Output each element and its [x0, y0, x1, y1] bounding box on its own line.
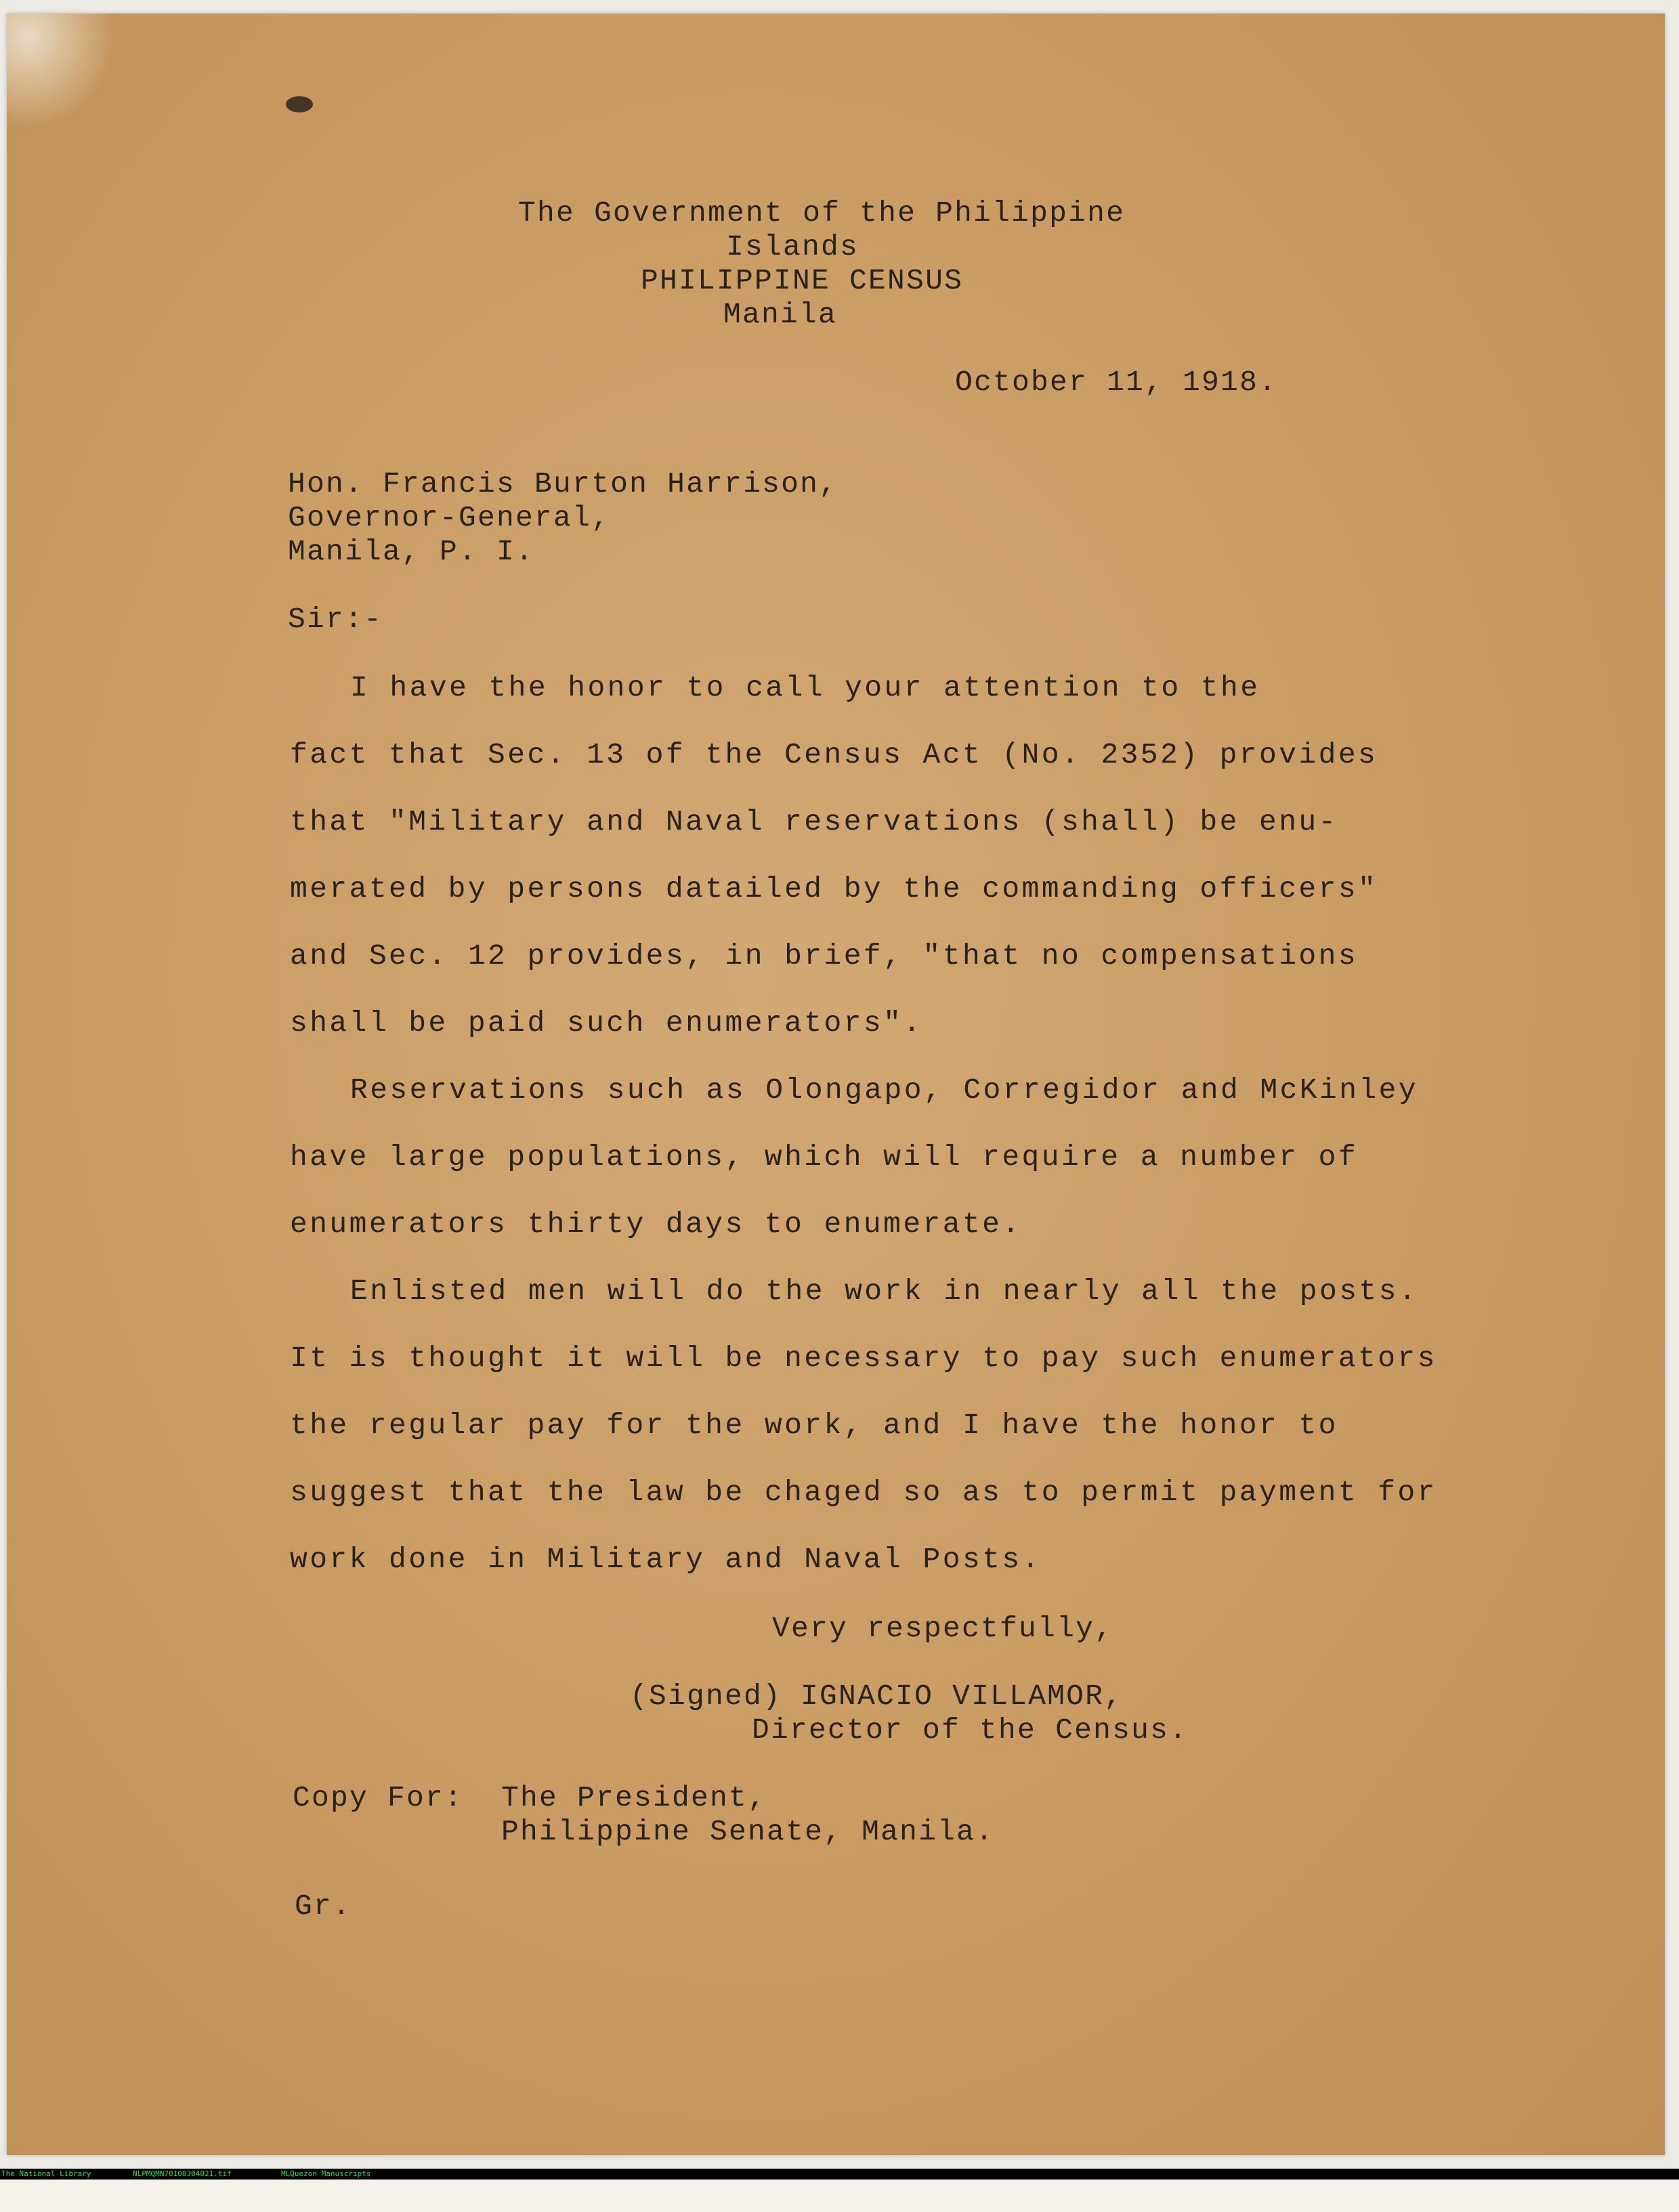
body-line: merated by persons datailed by the commanding officers"	[290, 872, 1378, 906]
archive-footer	[0, 2169, 1679, 2179]
letterhead-line-1: The Government of the Philippine	[518, 196, 1126, 230]
body-line: I have the honor to call your attention to the	[350, 671, 1260, 704]
typist-initials: Gr.	[295, 1890, 352, 1923]
signature-name: (Signed) IGNACIO VILLAMOR,	[630, 1680, 1124, 1713]
recipient-title: Governor-General,	[288, 501, 611, 534]
footer-collection: MLQuezon Manuscripts	[281, 2169, 371, 2178]
signature-title: Director of the Census.	[752, 1714, 1189, 1747]
body-line: fact that Sec. 13 of the Census Act (No. 2352) provides	[290, 738, 1378, 771]
copy-for-line-1: The President,	[501, 1781, 767, 1814]
letter-sheet	[7, 14, 1665, 2155]
body-line: that "Military and Naval reservations (shall) be enu-	[290, 805, 1338, 838]
letterhead-line-4: Manila	[723, 298, 838, 331]
closing: Very respectfully,	[772, 1612, 1114, 1645]
body-line: Enlisted men will do the work in nearly all the posts.	[350, 1275, 1419, 1308]
body-line: suggest that the law be chaged so as to permit payment for	[290, 1476, 1437, 1509]
recipient-address: Manila, P. I.	[288, 535, 535, 568]
copy-for-label: Copy For:	[293, 1781, 464, 1814]
body-line: have large populations, which will require a number of	[290, 1141, 1359, 1174]
letterhead-line-2: Islands	[726, 230, 859, 263]
footer-library: The National Library	[1, 2169, 91, 2178]
letterhead-line-3: PHILIPPINE CENSUS	[641, 264, 964, 297]
footer-file: NLPMQMN70100304021.tif	[133, 2169, 232, 2178]
body-line: shall be paid such enumerators".	[290, 1006, 923, 1040]
copy-for-line-2: Philippine Senate, Manila.	[501, 1815, 995, 1848]
body-line: enumerators thirty days to enumerate.	[290, 1208, 1022, 1241]
body-line: It is thought it will be necessary to pay such enumerators	[290, 1342, 1437, 1375]
paper-wear	[7, 14, 115, 129]
ink-smudge	[286, 96, 313, 112]
body-line: work done in Military and Naval Posts.	[290, 1543, 1042, 1576]
body-line: the regular pay for the work, and I have the honor to	[290, 1409, 1338, 1442]
recipient-name: Hon. Francis Burton Harrison,	[288, 467, 838, 501]
body-line: Reservations such as Olongapo, Corregidor and McKinley	[350, 1073, 1419, 1107]
salutation: Sir:-	[288, 603, 383, 636]
body-line: and Sec. 12 provides, in brief, "that no compensations	[290, 939, 1359, 973]
letter-date: October 11, 1918.	[955, 366, 1278, 399]
